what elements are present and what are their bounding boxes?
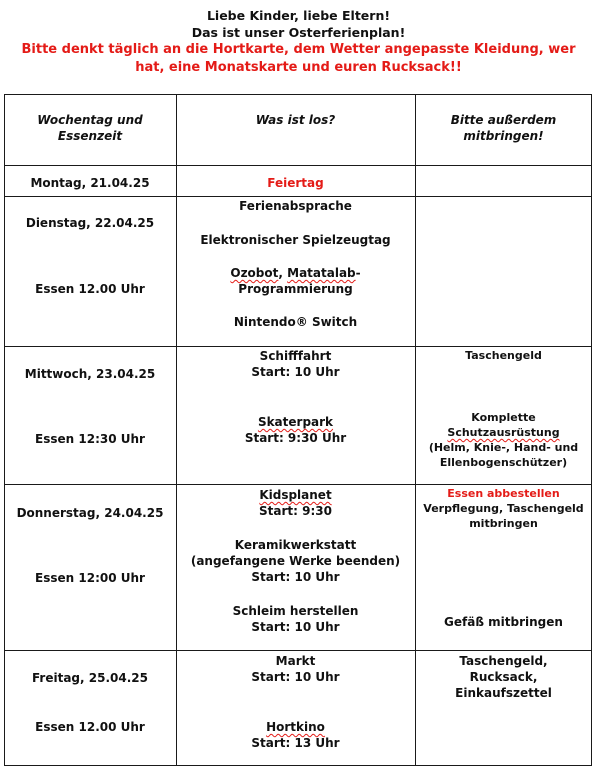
meal-time-tuesday: Essen 12.00 Uhr xyxy=(35,282,145,296)
table-border-bottom xyxy=(4,765,592,766)
page-header xyxy=(0,7,597,77)
activity-electronic-toy-day: Elektronischer Spielzeugtag xyxy=(200,233,391,247)
cancel-meal-note: Essen abbestellen xyxy=(447,487,560,500)
header-bring-along: Bitte außerdem mitbringen! xyxy=(450,113,557,143)
day-monday: Montag, 21.04.25 xyxy=(30,176,150,190)
activity-cinema: Hortkino Start: 13 Uhr xyxy=(251,720,340,750)
activity-ceramics: Keramikwerkstatt (angefangene Werke beenden) Start: 10 Uhr xyxy=(190,538,401,584)
day-thursday: Donnerstag, 24.04.25 xyxy=(16,506,164,520)
plan-subtitle: Das ist unser Osterferienplan! xyxy=(191,25,406,40)
table-border-top xyxy=(4,94,592,95)
activity-programming: Ozobot, Matatalab- Programmierung xyxy=(230,266,361,296)
bring-protective-gear: Komplette Schutzausrüstung (Helm, Knie-, Hand- und Ellenbogenschützer) xyxy=(428,411,579,469)
day-friday: Freitag, 25.04.25 xyxy=(32,671,148,685)
activity-slime: Schleim herstellen Start: 10 Uhr xyxy=(232,604,359,634)
greeting: Liebe Kinder, liebe Eltern! xyxy=(206,8,391,23)
table-border-left xyxy=(4,94,5,766)
header-day-mealtime: Wochentag und Essenzeit xyxy=(37,113,143,143)
activity-ferienabsprache: Ferienabsprache xyxy=(239,199,352,213)
activity-market: Markt Start: 10 Uhr xyxy=(251,654,340,684)
schedule-table xyxy=(4,94,592,766)
row-divider xyxy=(4,484,592,485)
day-tuesday: Dienstag, 22.04.25 xyxy=(25,216,155,230)
reminder-notice: Bitte denkt täglich an die Hortkarte, dem Wetter angepasste Kleidung, wer hat, eine Monatskarte und euren Rucksack!! xyxy=(21,42,576,75)
bring-friday-items: Taschengeld, Rucksack, Einkaufszettel xyxy=(455,654,552,700)
meal-time-thursday: Essen 12:00 Uhr xyxy=(35,571,145,585)
row-divider xyxy=(4,650,592,651)
day-wednesday: Mittwoch, 23.04.25 xyxy=(24,367,156,381)
meal-time-wednesday: Essen 12:30 Uhr xyxy=(35,432,145,446)
row-divider xyxy=(4,346,592,347)
bring-food-money: Verpflegung, Taschengeld mitbringen xyxy=(423,502,584,530)
activity-skatepark: Skaterpark Start: 9:30 Uhr xyxy=(244,415,347,445)
activity-nintendo-switch: Nintendo® Switch xyxy=(233,315,358,329)
meal-time-friday: Essen 12.00 Uhr xyxy=(35,720,145,734)
bring-pocket-money: Taschengeld xyxy=(465,349,542,362)
activity-boat-trip: Schifffahrt Start: 10 Uhr xyxy=(251,349,340,379)
header-whats-on: Was ist los? xyxy=(255,113,336,127)
activity-kidsplanet: Kidsplanet Start: 9:30 xyxy=(259,488,332,518)
holiday-label: Feiertag xyxy=(267,176,324,190)
row-divider xyxy=(4,165,592,166)
row-divider xyxy=(4,196,592,197)
bring-container: Gefäß mitbringen xyxy=(444,615,563,629)
